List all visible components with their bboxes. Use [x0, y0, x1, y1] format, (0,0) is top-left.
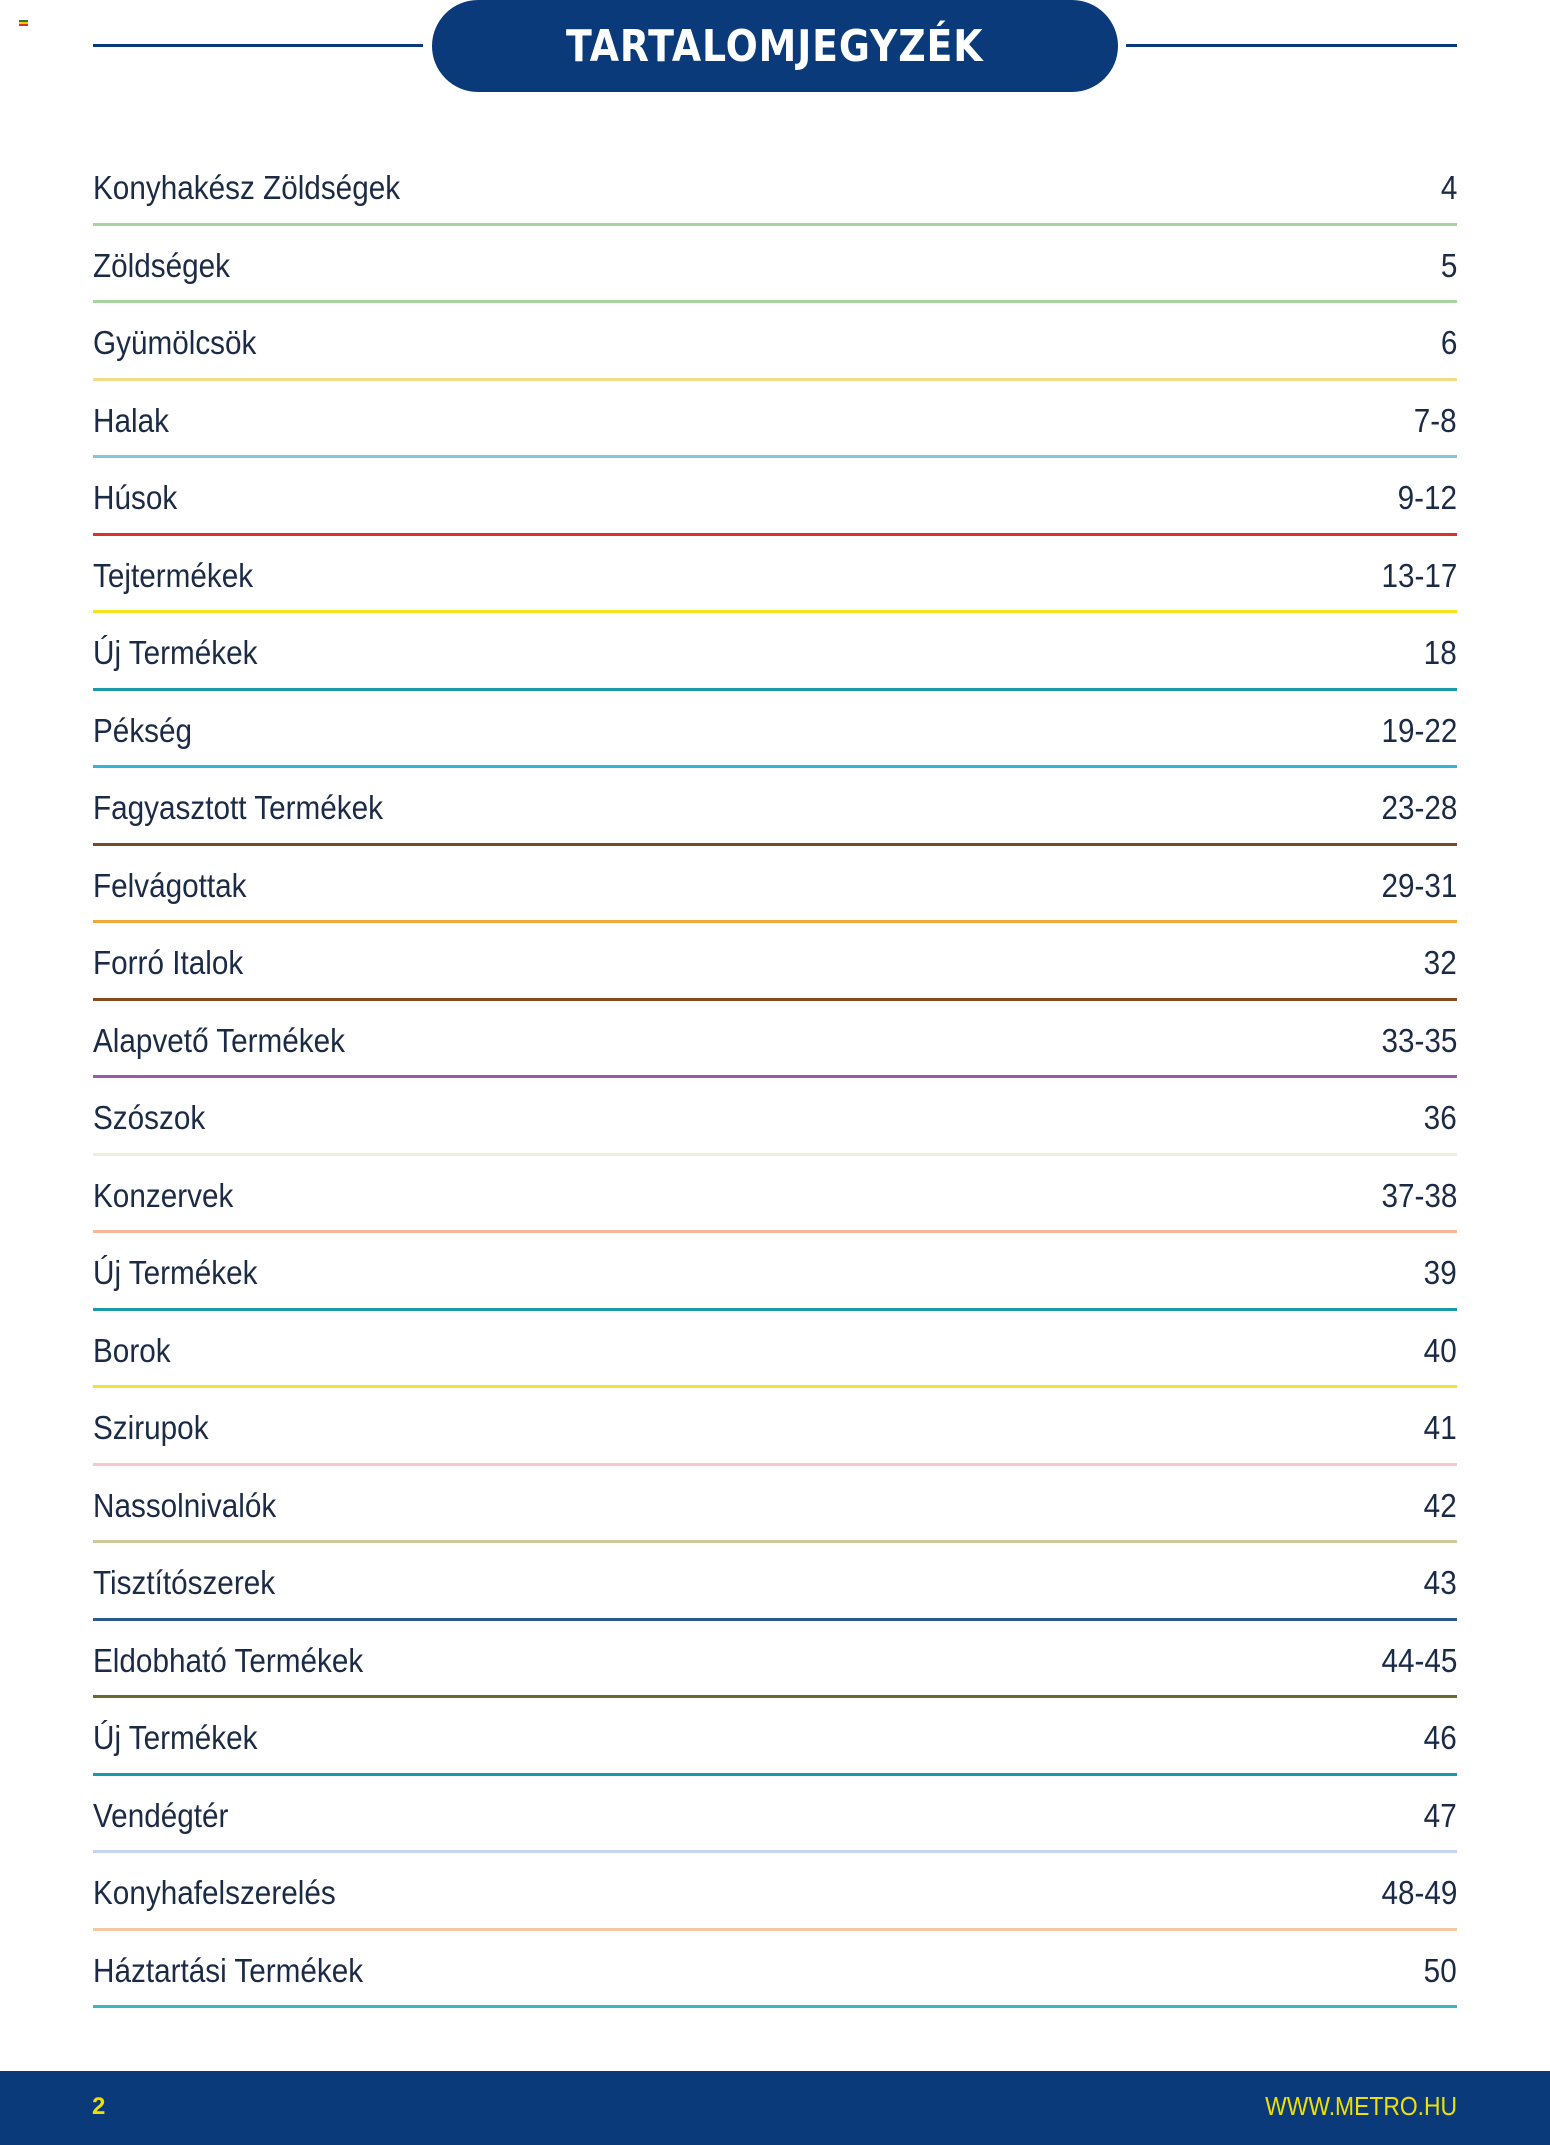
- toc-entry-label: Vendégtér: [93, 1796, 229, 1834]
- toc-entry[interactable]: [93, 148, 1457, 226]
- toc-entry-label: Konzervek: [93, 1176, 234, 1214]
- toc-entry-label: Szószok: [93, 1099, 206, 1136]
- toc-entry-label: Eldobható Termékek: [93, 1641, 364, 1679]
- toc-entry-page: 40: [1423, 1331, 1457, 1369]
- toc-entry[interactable]: [93, 1776, 1457, 1854]
- toc-entry[interactable]: [93, 846, 1457, 924]
- toc-entry-page: 33-35: [1381, 1021, 1457, 1059]
- toc-entry[interactable]: [93, 1233, 1457, 1311]
- footer-page-number: 2: [92, 2093, 106, 2120]
- toc-entry-label: Tisztítószerek: [93, 1564, 276, 1601]
- toc-entry-label: Pékség: [93, 711, 193, 749]
- toc-entry[interactable]: [93, 1466, 1457, 1544]
- toc-entry[interactable]: [93, 226, 1457, 304]
- toc-entry-label: Új Termékek: [93, 634, 258, 671]
- toc-entry-page: 6: [1440, 324, 1457, 361]
- toc-entry-label: Halak: [93, 401, 169, 439]
- toc-entry-label: Új Termékek: [93, 1719, 258, 1756]
- toc-entry[interactable]: [93, 381, 1457, 459]
- toc-entry[interactable]: [93, 768, 1457, 846]
- toc-entry-label: Borok: [93, 1331, 171, 1369]
- toc-entry-label: Konyhafelszerelés: [93, 1874, 336, 1911]
- toc-entry[interactable]: [93, 1311, 1457, 1389]
- toc-entry[interactable]: [93, 923, 1457, 1001]
- toc-entry-page: 39: [1423, 1254, 1457, 1291]
- toc-entry[interactable]: [93, 536, 1457, 614]
- toc-entry-page: 44-45: [1381, 1641, 1457, 1679]
- toc-entry-page: 4: [1440, 169, 1457, 206]
- toc-entry-page: 5: [1440, 246, 1457, 284]
- toc-entry-page: 23-28: [1381, 789, 1457, 826]
- toc-entry-page: 48-49: [1381, 1874, 1457, 1911]
- toc-entry-page: 50: [1423, 1951, 1457, 1989]
- header-rule-left: [93, 44, 423, 47]
- table-of-contents: [93, 148, 1457, 2008]
- page-title: TARTALOMJEGYZÉK: [566, 20, 984, 72]
- toc-entry-page: 37-38: [1381, 1176, 1457, 1214]
- toc-entry-label: Húsok: [93, 479, 178, 516]
- toc-entry[interactable]: [93, 1388, 1457, 1466]
- toc-entry-page: 36: [1423, 1099, 1457, 1136]
- toc-entry-page: 32: [1423, 944, 1457, 981]
- toc-entry-page: 42: [1423, 1486, 1457, 1524]
- toc-entry-page: 9-12: [1397, 479, 1457, 516]
- toc-entry-label: Szirupok: [93, 1409, 209, 1446]
- toc-entry-page: 13-17: [1381, 556, 1457, 594]
- toc-entry-label: Fagyasztott Termékek: [93, 789, 383, 826]
- toc-entry-label: Új Termékek: [93, 1254, 258, 1291]
- toc-entry-label: Felvágottak: [93, 866, 247, 904]
- toc-entry-page: 7-8: [1414, 401, 1457, 439]
- toc-entry-label: Forró Italok: [93, 944, 244, 981]
- page-header: [0, 0, 1550, 100]
- toc-entry-label: Alapvető Termékek: [93, 1021, 346, 1059]
- toc-entry-page: 43: [1423, 1564, 1457, 1601]
- toc-entry[interactable]: [93, 1001, 1457, 1079]
- toc-entry-label: Háztartási Termékek: [93, 1951, 364, 1989]
- toc-entry[interactable]: [93, 613, 1457, 691]
- toc-entry[interactable]: [93, 303, 1457, 381]
- toc-entry[interactable]: [93, 458, 1457, 536]
- toc-entry-label: Konyhakész Zöldségek: [93, 169, 401, 206]
- toc-entry[interactable]: [93, 1543, 1457, 1621]
- toc-entry-page: 19-22: [1381, 711, 1457, 749]
- toc-entry[interactable]: [93, 1156, 1457, 1234]
- toc-entry[interactable]: [93, 1621, 1457, 1699]
- toc-entry[interactable]: [93, 1698, 1457, 1776]
- toc-entry[interactable]: [93, 1931, 1457, 2009]
- toc-entry-label: Nassolnivalók: [93, 1486, 277, 1524]
- toc-entry[interactable]: [93, 1078, 1457, 1156]
- toc-entry-page: 46: [1423, 1719, 1457, 1756]
- toc-entry-label: Zöldségek: [93, 246, 231, 284]
- header-rule-right: [1126, 44, 1457, 47]
- toc-entry[interactable]: [93, 1853, 1457, 1931]
- page-footer: [0, 2071, 1550, 2145]
- toc-entry-page: 18: [1423, 634, 1457, 671]
- toc-entry-label: Gyümölcsök: [93, 324, 257, 361]
- toc-entry-page: 47: [1423, 1796, 1457, 1834]
- title-banner: [432, 0, 1118, 92]
- toc-entry-page: 29-31: [1381, 866, 1457, 904]
- footer-website-link[interactable]: WWW.METRO.HU: [1265, 2091, 1457, 2121]
- toc-entry[interactable]: [93, 691, 1457, 769]
- toc-entry-page: 41: [1423, 1409, 1457, 1446]
- toc-entry-label: Tejtermékek: [93, 556, 254, 594]
